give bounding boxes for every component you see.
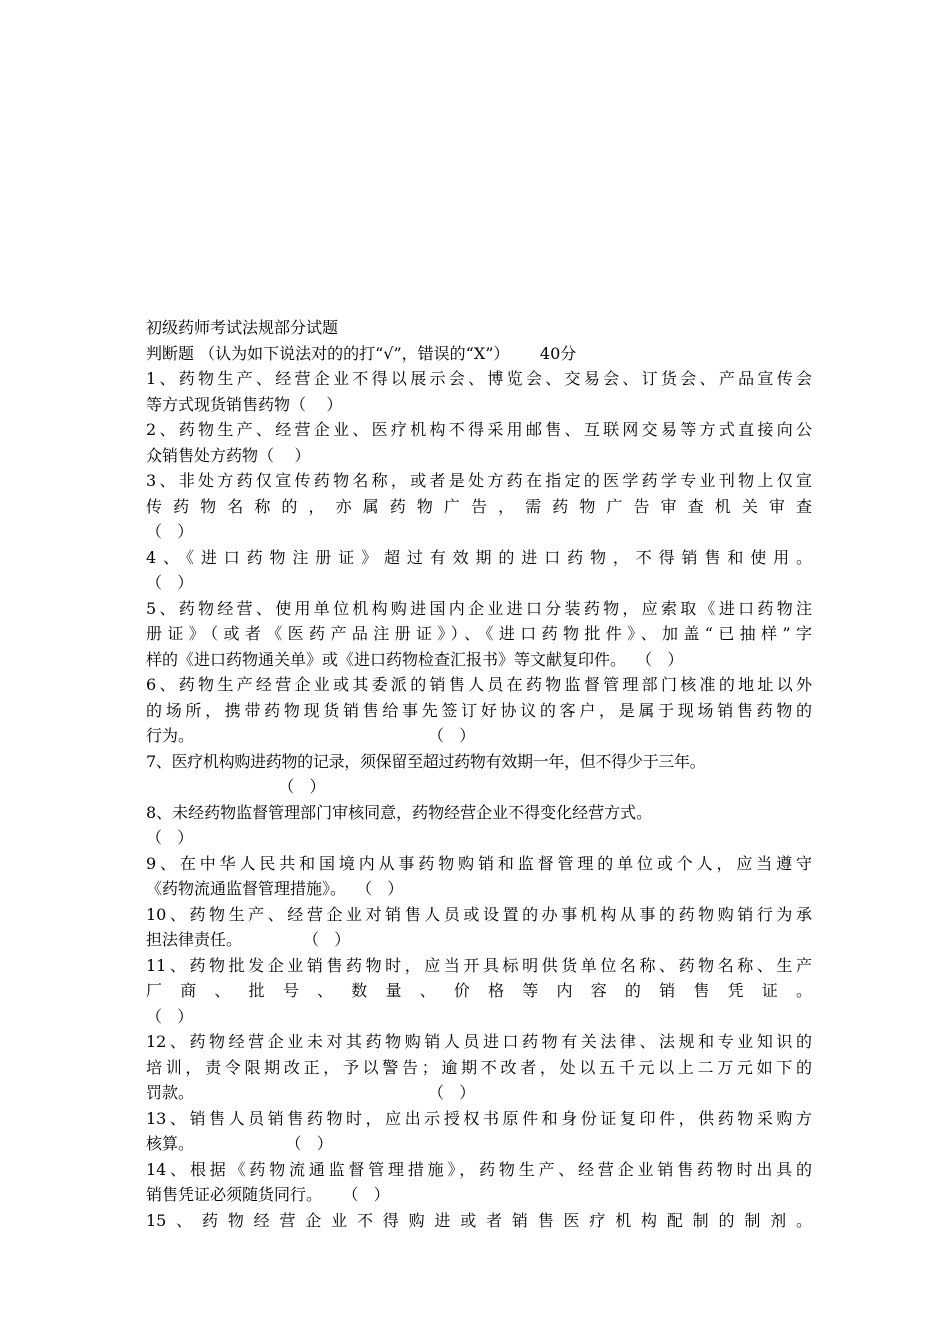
question-text-line: 厂商、批号、数量、价格等内容的销售凭证。 [146,981,812,1000]
question-text-line: 13、销售人员销售药物时，应出示授权书原件和身份证复印件，供药物采购方 [146,1108,812,1128]
question-text-line: 担法律责任。 （ ） [146,930,351,949]
question-text-line: 罚款。 （ ） [146,1083,476,1102]
question-text-line: 5、药物经营、使用单位机构购进国内企业进口分装药物，应索取《进口药物注 [146,598,812,618]
question-text-line: 《药物流通监督管理措施》。 （ ） [146,879,404,898]
question-text-line: 样的《进口药物通关单》或《进口药物检查汇报书》等文献复印件。 （ ） [146,649,684,669]
question-text-line: 传药物名称的，亦属药物广告，需药物广告审查机关审查 [146,496,812,516]
question-text-line: 10、药物生产、经营企业对销售人员或设置的办事机构从事的药物购销行为承 [146,904,812,924]
question-text-line: 2、药物生产、经营企业、医疗机构不得采用邮售、互联网交易等方式直接向公 [146,420,812,439]
question-text-line: 11、药物批发企业销售药物时，应当开具标明供货单位名称、药物名称、生产 [146,955,812,975]
document-body [146,315,812,1233]
question-text-line: 的场所，携带药物现货销售给事先签订好协议的客户，是属于现场销售药物的 [146,700,812,720]
question-text-line: 1、药物生产、经营企业不得以展示会、博览会、交易会、订货会、产品宣传会 [146,369,812,388]
section-header: 判断题 （认为如下说法对的的打“√”，错误的“X”） 40分 [146,343,577,363]
question-text-line: 7、医疗机构购进药物的记录，须保留至超过药物有效期一年，但不得少于三年。 [146,751,706,771]
question-text-line: 行为。 （ ） [146,726,476,745]
question-text-line: 12、药物经营企业未对其药物购销人员进口药物有关法律、法规和专业知识的 [146,1032,812,1051]
question-text-line: 15、药物经营企业不得购进或者销售医疗机构配制的制剂。 [146,1210,812,1230]
question-text-line: 众销售处方药物（ ） [146,445,311,465]
question-text-line: 8、未经药物监督管理部门审核同意，药物经营企业不得变化经营方式。 [146,802,653,822]
answer-blank: （ ） [146,573,194,592]
question-text-line: 册证》（或者《医药产品注册证》）、《进口药物批件》、加盖“已抽样”字 [146,624,812,643]
question-text-line: 核算。 （ ） [146,1134,333,1153]
question-text-line: 4、《进口药物注册证》超过有效期的进口药物，不得销售和使用。 [146,547,812,567]
question-text-line: 等方式现货销售药物（ ） [146,394,343,414]
question-text-line: 销售凭证必须随货同行。 （ ） [146,1185,390,1204]
answer-blank: （ ） [146,828,194,847]
answer-blank: （ ） [146,1006,194,1026]
question-text-line: 3、非处方药仅宣传药物名称，或者是处方药在指定的医学药学专业刊物上仅宣 [146,471,812,490]
question-text-line: 培训，责令限期改正，予以警告；逾期不改者，处以五千元以上二万元如下的 [146,1057,812,1077]
answer-blank: （ ） [146,777,326,796]
question-text-line: 6、药物生产经营企业或其委派的销售人员在药物监督管理部门核准的地址以外 [146,675,812,694]
question-text-line: 14、根据《药物流通监督管理措施》，药物生产、经营企业销售药物时出具的 [146,1159,812,1179]
document-title: 初级药师考试法规部分试题 [146,318,339,337]
question-text-line: 9、在中华人民共和国境内从事药物购销和监督管理的单位或个人，应当遵守 [146,853,812,873]
answer-blank: （ ） [146,522,194,541]
